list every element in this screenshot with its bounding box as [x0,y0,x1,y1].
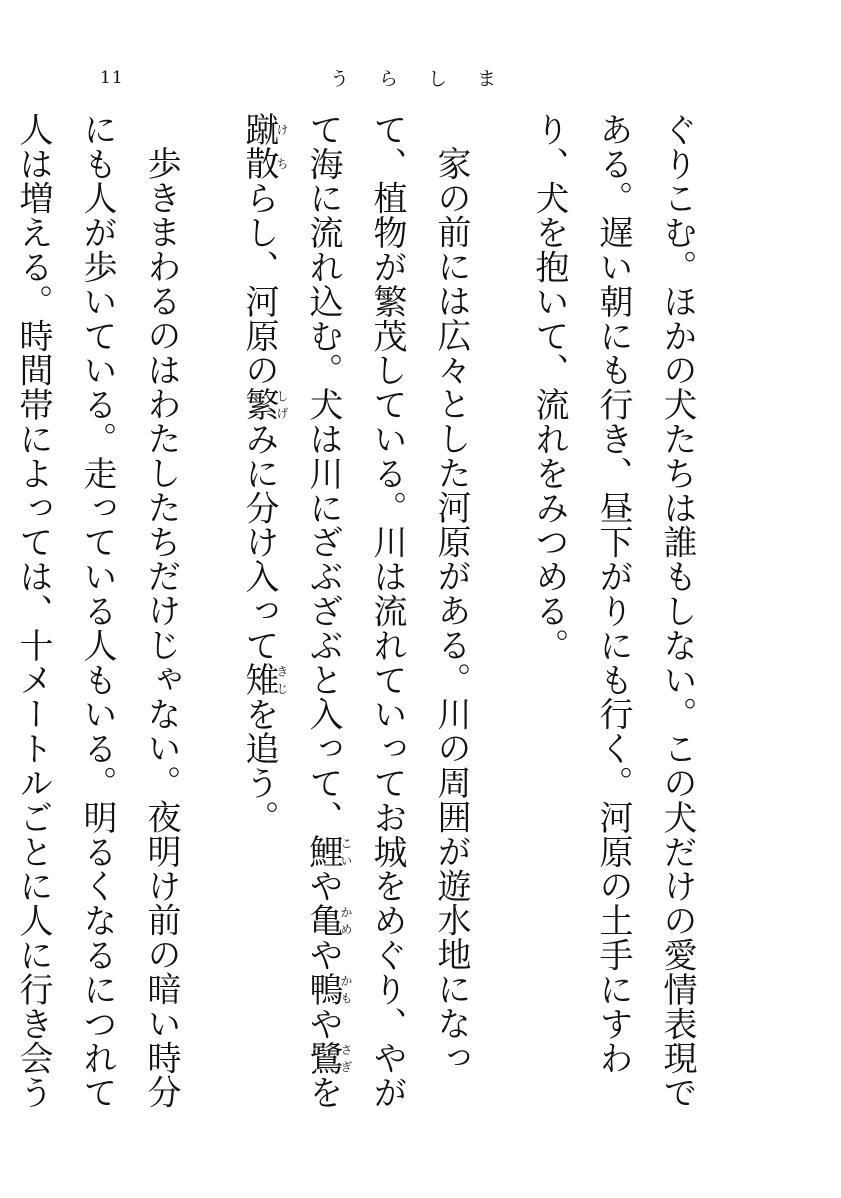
ruby-word: 鯉こい [303,834,353,869]
text-run: や [303,868,343,904]
ruby-word: 鷺さぎ [303,1040,353,1076]
furigana: かめ [339,903,353,938]
text-run: 歩きまわるのはわたしたちだけじゃない。夜明け前の暗い時分にも人が歩いている。走っている人もいる。明るくなるにつれて人は増える。時間帯によっては、十メートルごとに人に行き会う [13,112,181,1110]
ruby-word: 鴨かも [303,972,353,1007]
text-run: を追う。 [239,696,279,835]
furigana: しげ [275,387,289,422]
furigana: きじ [275,662,289,697]
paragraph [517,112,709,1122]
furigana: ち [275,146,289,181]
text-run: みに分け入って [239,421,279,663]
text-run: 家の前には広々とした河原がある。川の周囲が遊水地になって、植物が繁茂している。川は流れていってお城をめぐり、やがて海に流れ込む。犬は川にざぶざぶと入って、 [303,112,471,1110]
ruby-word: 蹴け [239,112,289,147]
ruby-word: 雉きじ [239,662,289,697]
furigana: け [275,112,289,147]
text-run: らし、河原の [239,180,279,388]
text-run: や [303,937,343,973]
ruby-word: 散ち [239,146,289,181]
text-run: を [303,1075,343,1110]
furigana: さぎ [339,1040,353,1076]
ruby-word: 亀かめ [303,903,353,938]
vertical-body-text [13,112,743,1122]
furigana: こい [339,834,353,869]
paragraph [0,112,193,1122]
page-number: 11 [100,68,124,88]
paragraph [227,112,483,1122]
furigana: かも [339,972,353,1007]
text-run: ぐりこむ。ほかの犬たちは誰もしない。この犬だけの愛情表現である。遅い朝にも行き、昼下がりにも行く。河原の土手にすわり、犬を抱いて、流れをみつめる。 [529,112,697,1110]
running-title: うらしま [330,68,527,90]
ruby-word: 繁しげ [239,387,289,422]
text-run: や [303,1006,343,1041]
